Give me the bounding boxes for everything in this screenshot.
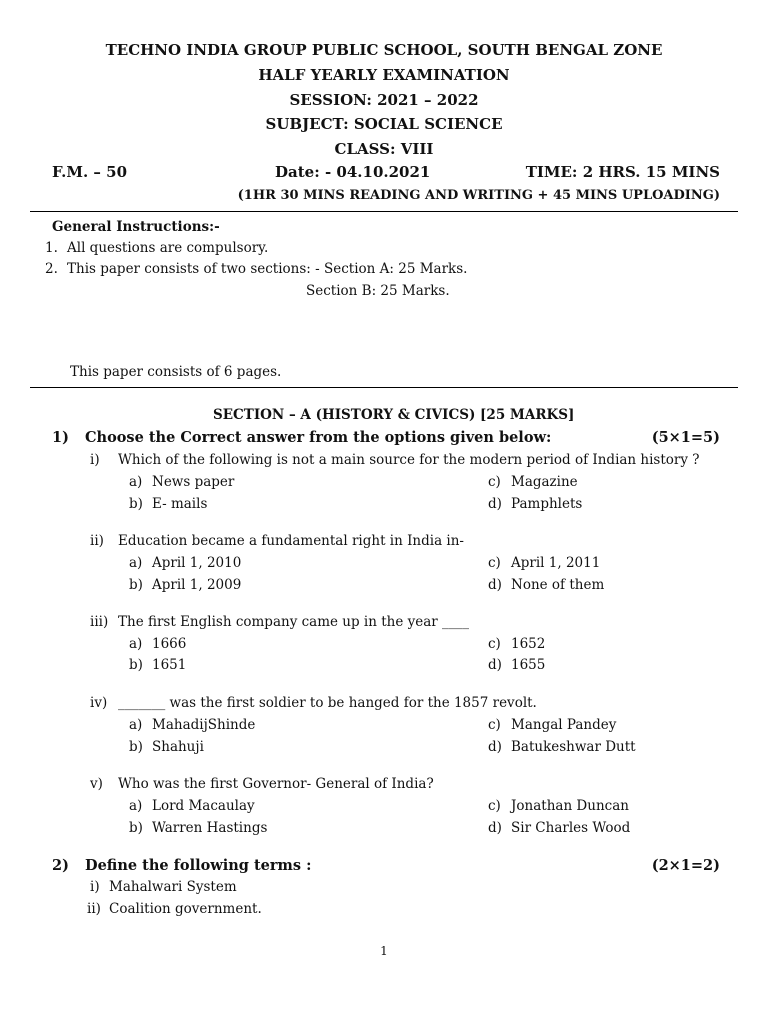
sub-question-number: iii): [90, 614, 109, 630]
instruction-item: This paper consists of two sections: - Section A: 25 Marks.: [67, 261, 468, 277]
option-label: c): [488, 636, 501, 652]
option-label: c): [488, 717, 501, 733]
option-c: April 1, 2011: [511, 555, 601, 571]
term-item: Coalition government.: [109, 901, 262, 917]
school-name: TECHNO INDIA GROUP PUBLIC SCHOOL, SOUTH BENGAL ZONE: [105, 41, 663, 59]
option-b: Shahuji: [152, 739, 204, 755]
session: SESSION: 2021 – 2022: [289, 91, 479, 109]
header-divider: [30, 211, 738, 212]
sub-question-number: ii): [90, 533, 104, 549]
option-d: 1655: [511, 657, 546, 673]
option-d: Batukeshwar Dutt: [511, 739, 636, 755]
option-b: Warren Hastings: [152, 820, 268, 836]
option-label: d): [488, 496, 502, 512]
option-label: d): [488, 820, 502, 836]
option-label: a): [129, 555, 143, 571]
option-label: b): [129, 496, 143, 512]
option-c: Jonathan Duncan: [511, 798, 629, 814]
option-label: a): [129, 474, 143, 490]
option-a: 1666: [152, 636, 187, 652]
option-label: a): [129, 798, 143, 814]
option-label: b): [129, 820, 143, 836]
option-label: b): [129, 577, 143, 593]
subject: SUBJECT: SOCIAL SCIENCE: [265, 115, 503, 133]
question-number: 2): [52, 857, 69, 874]
full-marks: F.M. – 50: [52, 163, 128, 181]
option-d: Pamphlets: [511, 496, 583, 512]
pages-note: This paper consists of 6 pages.: [70, 364, 282, 380]
option-d: Sir Charles Wood: [511, 820, 631, 836]
term-item: Mahalwari System: [109, 879, 237, 895]
option-label: d): [488, 577, 502, 593]
sub-question-text: _______ was the first soldier to be hanged for the 1857 revolt.: [118, 695, 537, 711]
time-note: (1HR 30 MINS READING AND WRITING + 45 MINS UPLOADING): [237, 188, 720, 203]
sub-question-number: i): [90, 879, 100, 895]
sub-question-number: i): [90, 452, 100, 468]
class: CLASS: VIII: [334, 140, 434, 158]
question-text: Choose the Correct answer from the options given below:: [85, 429, 552, 446]
option-label: d): [488, 739, 502, 755]
page-number: 1: [380, 944, 388, 958]
option-b: 1651: [152, 657, 187, 673]
sub-question-number: iv): [90, 695, 108, 711]
option-label: c): [488, 798, 501, 814]
instruction-item: All questions are compulsory.: [67, 240, 269, 256]
instructions-divider: [30, 387, 738, 388]
option-a: News paper: [152, 474, 235, 490]
question-number: 1): [52, 429, 69, 446]
option-label: a): [129, 636, 143, 652]
option-label: a): [129, 717, 143, 733]
exam-date: Date: - 04.10.2021: [275, 163, 431, 181]
option-label: b): [129, 657, 143, 673]
instruction-number: 2.: [45, 261, 58, 277]
option-a: Lord Macaulay: [152, 798, 255, 814]
question-marks: (5×1=5): [651, 429, 720, 446]
question-text: Define the following terms :: [85, 857, 312, 874]
option-b: E- mails: [152, 496, 208, 512]
sub-question-text: Who was the first Governor- General of India?: [118, 776, 434, 792]
instruction-number: 1.: [45, 240, 58, 256]
option-d: None of them: [511, 577, 605, 593]
option-label: b): [129, 739, 143, 755]
exam-time: TIME: 2 HRS. 15 MINS: [525, 163, 720, 181]
option-label: d): [488, 657, 502, 673]
sub-question-text: The first English company came up in the year ____: [118, 614, 470, 630]
option-a: April 1, 2010: [152, 555, 242, 571]
option-label: c): [488, 474, 501, 490]
sub-question-text: Education became a fundamental right in India in-: [118, 533, 464, 549]
question-marks: (2×1=2): [651, 857, 720, 874]
option-a: MahadijShinde: [152, 717, 256, 733]
section-a-title: SECTION – A (HISTORY & CIVICS) [25 MARKS]: [213, 407, 575, 423]
option-c: Magazine: [511, 474, 578, 490]
sub-question-text: Which of the following is not a main source for the modern period of Indian history ?: [118, 452, 700, 468]
option-c: Mangal Pandey: [511, 717, 617, 733]
sub-question-number: v): [90, 776, 103, 792]
sub-question-number: ii): [87, 901, 101, 917]
instructions-title: General Instructions:-: [52, 219, 220, 235]
option-c: 1652: [511, 636, 546, 652]
option-label: c): [488, 555, 501, 571]
option-b: April 1, 2009: [152, 577, 242, 593]
instruction-continuation: Section B: 25 Marks.: [306, 283, 450, 299]
exam-title: HALF YEARLY EXAMINATION: [258, 66, 510, 84]
